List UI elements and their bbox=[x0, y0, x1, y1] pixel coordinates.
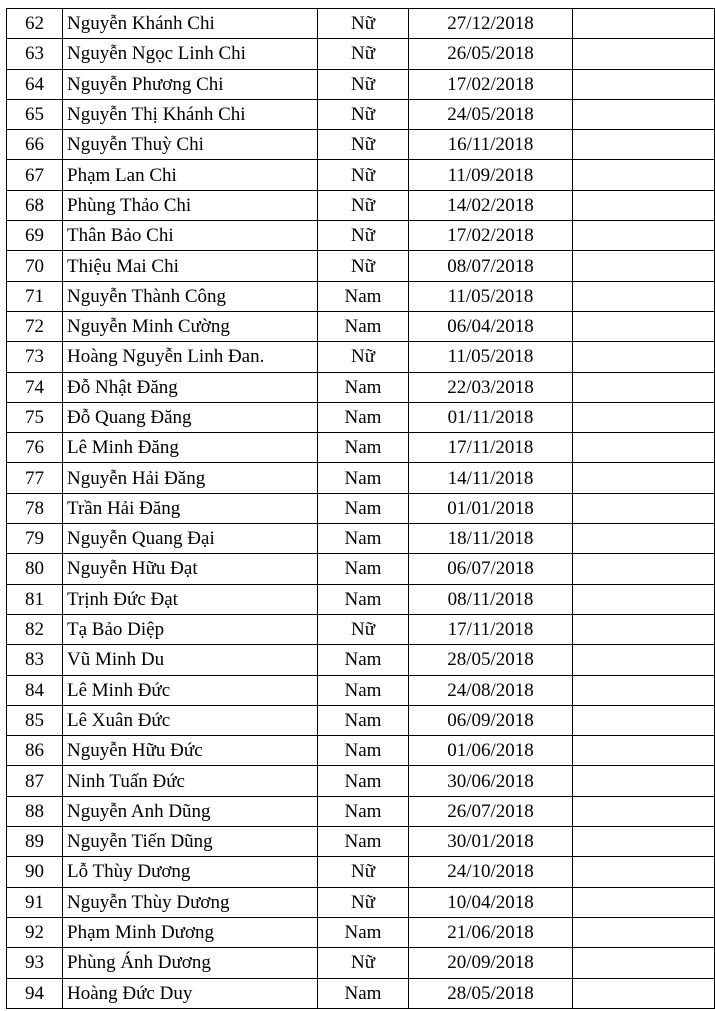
note-cell bbox=[573, 190, 715, 220]
student-name-cell: Nguyễn Phương Chi bbox=[63, 69, 318, 99]
date-of-birth-cell: 21/06/2018 bbox=[409, 917, 573, 947]
row-number-cell: 86 bbox=[7, 736, 63, 766]
date-of-birth-cell: 01/11/2018 bbox=[409, 402, 573, 432]
row-number-cell: 67 bbox=[7, 160, 63, 190]
date-of-birth-cell: 26/07/2018 bbox=[409, 796, 573, 826]
note-cell bbox=[573, 342, 715, 372]
student-name-cell: Lê Xuân Đức bbox=[63, 705, 318, 735]
note-cell bbox=[573, 766, 715, 796]
table-row bbox=[7, 281, 715, 311]
date-of-birth-cell: 24/05/2018 bbox=[409, 99, 573, 129]
student-name-cell: Thiệu Mai Chi bbox=[63, 251, 318, 281]
note-cell bbox=[573, 372, 715, 402]
row-number-cell: 82 bbox=[7, 614, 63, 644]
gender-cell: Nam bbox=[318, 372, 409, 402]
student-name-cell: Lỗ Thùy Dương bbox=[63, 857, 318, 887]
table-row bbox=[7, 39, 715, 69]
student-name-cell: Nguyễn Tiến Dũng bbox=[63, 827, 318, 857]
date-of-birth-cell: 11/05/2018 bbox=[409, 342, 573, 372]
table-row bbox=[7, 887, 715, 917]
row-number-cell: 70 bbox=[7, 251, 63, 281]
table-row bbox=[7, 614, 715, 644]
gender-cell: Nam bbox=[318, 827, 409, 857]
row-number-cell: 64 bbox=[7, 69, 63, 99]
student-name-cell: Nguyễn Ngọc Linh Chi bbox=[63, 39, 318, 69]
gender-cell: Nữ bbox=[318, 887, 409, 917]
date-of-birth-cell: 01/01/2018 bbox=[409, 493, 573, 523]
row-number-cell: 94 bbox=[7, 978, 63, 1008]
table-row bbox=[7, 433, 715, 463]
roster-body bbox=[7, 9, 715, 1009]
table-row bbox=[7, 675, 715, 705]
row-number-cell: 77 bbox=[7, 463, 63, 493]
note-cell bbox=[573, 917, 715, 947]
gender-cell: Nữ bbox=[318, 39, 409, 69]
row-number-cell: 87 bbox=[7, 766, 63, 796]
row-number-cell: 90 bbox=[7, 857, 63, 887]
student-name-cell: Lê Minh Đức bbox=[63, 675, 318, 705]
note-cell bbox=[573, 978, 715, 1008]
gender-cell: Nam bbox=[318, 493, 409, 523]
date-of-birth-cell: 20/09/2018 bbox=[409, 948, 573, 978]
student-name-cell: Nguyễn Hải Đăng bbox=[63, 463, 318, 493]
row-number-cell: 81 bbox=[7, 584, 63, 614]
date-of-birth-cell: 30/06/2018 bbox=[409, 766, 573, 796]
row-number-cell: 74 bbox=[7, 372, 63, 402]
student-name-cell: Phùng Ánh Dương bbox=[63, 948, 318, 978]
note-cell bbox=[573, 948, 715, 978]
date-of-birth-cell: 06/04/2018 bbox=[409, 311, 573, 341]
student-name-cell: Phạm Minh Dương bbox=[63, 917, 318, 947]
table-row bbox=[7, 190, 715, 220]
date-of-birth-cell: 17/02/2018 bbox=[409, 221, 573, 251]
table-row bbox=[7, 584, 715, 614]
date-of-birth-cell: 14/11/2018 bbox=[409, 463, 573, 493]
student-name-cell: Vũ Minh Du bbox=[63, 645, 318, 675]
table-row bbox=[7, 99, 715, 129]
gender-cell: Nữ bbox=[318, 342, 409, 372]
row-number-cell: 80 bbox=[7, 554, 63, 584]
note-cell bbox=[573, 887, 715, 917]
row-number-cell: 73 bbox=[7, 342, 63, 372]
student-name-cell: Phùng Thảo Chi bbox=[63, 190, 318, 220]
gender-cell: Nam bbox=[318, 736, 409, 766]
date-of-birth-cell: 14/02/2018 bbox=[409, 190, 573, 220]
gender-cell: Nam bbox=[318, 796, 409, 826]
gender-cell: Nam bbox=[318, 554, 409, 584]
date-of-birth-cell: 26/05/2018 bbox=[409, 39, 573, 69]
date-of-birth-cell: 28/05/2018 bbox=[409, 978, 573, 1008]
student-name-cell: Đỗ Quang Đăng bbox=[63, 402, 318, 432]
table-row bbox=[7, 827, 715, 857]
gender-cell: Nam bbox=[318, 766, 409, 796]
table-row bbox=[7, 402, 715, 432]
row-number-cell: 63 bbox=[7, 39, 63, 69]
student-name-cell: Nguyễn Thị Khánh Chi bbox=[63, 99, 318, 129]
student-name-cell: Nguyễn Quang Đại bbox=[63, 524, 318, 554]
note-cell bbox=[573, 827, 715, 857]
date-of-birth-cell: 06/07/2018 bbox=[409, 554, 573, 584]
row-number-cell: 69 bbox=[7, 221, 63, 251]
student-name-cell: Ninh Tuấn Đức bbox=[63, 766, 318, 796]
row-number-cell: 75 bbox=[7, 402, 63, 432]
student-name-cell: Nguyễn Anh Dũng bbox=[63, 796, 318, 826]
note-cell bbox=[573, 796, 715, 826]
gender-cell: Nữ bbox=[318, 948, 409, 978]
gender-cell: Nữ bbox=[318, 160, 409, 190]
note-cell bbox=[573, 99, 715, 129]
table-row bbox=[7, 69, 715, 99]
note-cell bbox=[573, 857, 715, 887]
note-cell bbox=[573, 675, 715, 705]
gender-cell: Nữ bbox=[318, 69, 409, 99]
note-cell bbox=[573, 9, 715, 39]
note-cell bbox=[573, 311, 715, 341]
date-of-birth-cell: 08/11/2018 bbox=[409, 584, 573, 614]
row-number-cell: 76 bbox=[7, 433, 63, 463]
table-row bbox=[7, 221, 715, 251]
note-cell bbox=[573, 463, 715, 493]
row-number-cell: 62 bbox=[7, 9, 63, 39]
student-name-cell: Hoàng Đức Duy bbox=[63, 978, 318, 1008]
table-row bbox=[7, 372, 715, 402]
date-of-birth-cell: 11/09/2018 bbox=[409, 160, 573, 190]
gender-cell: Nam bbox=[318, 433, 409, 463]
note-cell bbox=[573, 130, 715, 160]
note-cell bbox=[573, 736, 715, 766]
table-row bbox=[7, 736, 715, 766]
row-number-cell: 84 bbox=[7, 675, 63, 705]
gender-cell: Nữ bbox=[318, 190, 409, 220]
date-of-birth-cell: 24/08/2018 bbox=[409, 675, 573, 705]
note-cell bbox=[573, 221, 715, 251]
row-number-cell: 79 bbox=[7, 524, 63, 554]
row-number-cell: 66 bbox=[7, 130, 63, 160]
note-cell bbox=[573, 160, 715, 190]
row-number-cell: 71 bbox=[7, 281, 63, 311]
gender-cell: Nữ bbox=[318, 251, 409, 281]
table-row bbox=[7, 311, 715, 341]
table-row bbox=[7, 554, 715, 584]
note-cell bbox=[573, 281, 715, 311]
note-cell bbox=[573, 69, 715, 99]
row-number-cell: 68 bbox=[7, 190, 63, 220]
table-row bbox=[7, 948, 715, 978]
gender-cell: Nam bbox=[318, 978, 409, 1008]
note-cell bbox=[573, 39, 715, 69]
gender-cell: Nữ bbox=[318, 221, 409, 251]
student-name-cell: Nguyễn Hữu Đạt bbox=[63, 554, 318, 584]
date-of-birth-cell: 06/09/2018 bbox=[409, 705, 573, 735]
row-number-cell: 88 bbox=[7, 796, 63, 826]
gender-cell: Nam bbox=[318, 524, 409, 554]
table-row bbox=[7, 978, 715, 1008]
student-name-cell: Nguyễn Minh Cường bbox=[63, 311, 318, 341]
student-name-cell: Trịnh Đức Đạt bbox=[63, 584, 318, 614]
date-of-birth-cell: 22/03/2018 bbox=[409, 372, 573, 402]
gender-cell: Nam bbox=[318, 463, 409, 493]
student-name-cell: Tạ Bảo Diệp bbox=[63, 614, 318, 644]
student-name-cell: Nguyễn Thuỳ Chi bbox=[63, 130, 318, 160]
gender-cell: Nam bbox=[318, 917, 409, 947]
row-number-cell: 89 bbox=[7, 827, 63, 857]
gender-cell: Nam bbox=[318, 705, 409, 735]
table-row bbox=[7, 251, 715, 281]
date-of-birth-cell: 30/01/2018 bbox=[409, 827, 573, 857]
gender-cell: Nữ bbox=[318, 9, 409, 39]
student-name-cell: Nguyễn Hữu Đức bbox=[63, 736, 318, 766]
date-of-birth-cell: 28/05/2018 bbox=[409, 645, 573, 675]
table-row bbox=[7, 645, 715, 675]
table-row bbox=[7, 524, 715, 554]
row-number-cell: 78 bbox=[7, 493, 63, 523]
date-of-birth-cell: 17/11/2018 bbox=[409, 433, 573, 463]
gender-cell: Nữ bbox=[318, 857, 409, 887]
date-of-birth-cell: 27/12/2018 bbox=[409, 9, 573, 39]
table-row bbox=[7, 857, 715, 887]
row-number-cell: 72 bbox=[7, 311, 63, 341]
note-cell bbox=[573, 493, 715, 523]
note-cell bbox=[573, 251, 715, 281]
student-name-cell: Phạm Lan Chi bbox=[63, 160, 318, 190]
row-number-cell: 85 bbox=[7, 705, 63, 735]
table-row bbox=[7, 705, 715, 735]
table-row bbox=[7, 766, 715, 796]
student-roster-table bbox=[6, 8, 715, 1009]
student-name-cell: Thân Bảo Chi bbox=[63, 221, 318, 251]
note-cell bbox=[573, 524, 715, 554]
row-number-cell: 83 bbox=[7, 645, 63, 675]
gender-cell: Nam bbox=[318, 402, 409, 432]
gender-cell: Nam bbox=[318, 311, 409, 341]
gender-cell: Nam bbox=[318, 584, 409, 614]
note-cell bbox=[573, 645, 715, 675]
date-of-birth-cell: 10/04/2018 bbox=[409, 887, 573, 917]
note-cell bbox=[573, 554, 715, 584]
table-row bbox=[7, 9, 715, 39]
note-cell bbox=[573, 614, 715, 644]
date-of-birth-cell: 11/05/2018 bbox=[409, 281, 573, 311]
table-row bbox=[7, 493, 715, 523]
gender-cell: Nữ bbox=[318, 99, 409, 129]
gender-cell: Nam bbox=[318, 281, 409, 311]
student-name-cell: Hoàng Nguyễn Linh Đan. bbox=[63, 342, 318, 372]
student-name-cell: Nguyễn Khánh Chi bbox=[63, 9, 318, 39]
note-cell bbox=[573, 584, 715, 614]
student-name-cell: Lê Minh Đăng bbox=[63, 433, 318, 463]
table-row bbox=[7, 796, 715, 826]
row-number-cell: 65 bbox=[7, 99, 63, 129]
table-row bbox=[7, 917, 715, 947]
date-of-birth-cell: 08/07/2018 bbox=[409, 251, 573, 281]
student-name-cell: Nguyễn Thùy Dương bbox=[63, 887, 318, 917]
row-number-cell: 93 bbox=[7, 948, 63, 978]
gender-cell: Nữ bbox=[318, 614, 409, 644]
date-of-birth-cell: 17/02/2018 bbox=[409, 69, 573, 99]
student-name-cell: Đỗ Nhật Đăng bbox=[63, 372, 318, 402]
table-row bbox=[7, 130, 715, 160]
date-of-birth-cell: 01/06/2018 bbox=[409, 736, 573, 766]
date-of-birth-cell: 17/11/2018 bbox=[409, 614, 573, 644]
note-cell bbox=[573, 402, 715, 432]
date-of-birth-cell: 24/10/2018 bbox=[409, 857, 573, 887]
student-name-cell: Nguyễn Thành Công bbox=[63, 281, 318, 311]
row-number-cell: 91 bbox=[7, 887, 63, 917]
date-of-birth-cell: 16/11/2018 bbox=[409, 130, 573, 160]
table-row bbox=[7, 160, 715, 190]
gender-cell: Nam bbox=[318, 675, 409, 705]
note-cell bbox=[573, 705, 715, 735]
date-of-birth-cell: 18/11/2018 bbox=[409, 524, 573, 554]
student-name-cell: Trần Hải Đăng bbox=[63, 493, 318, 523]
table-row bbox=[7, 342, 715, 372]
gender-cell: Nam bbox=[318, 645, 409, 675]
gender-cell: Nữ bbox=[318, 130, 409, 160]
table-row bbox=[7, 463, 715, 493]
row-number-cell: 92 bbox=[7, 917, 63, 947]
note-cell bbox=[573, 433, 715, 463]
